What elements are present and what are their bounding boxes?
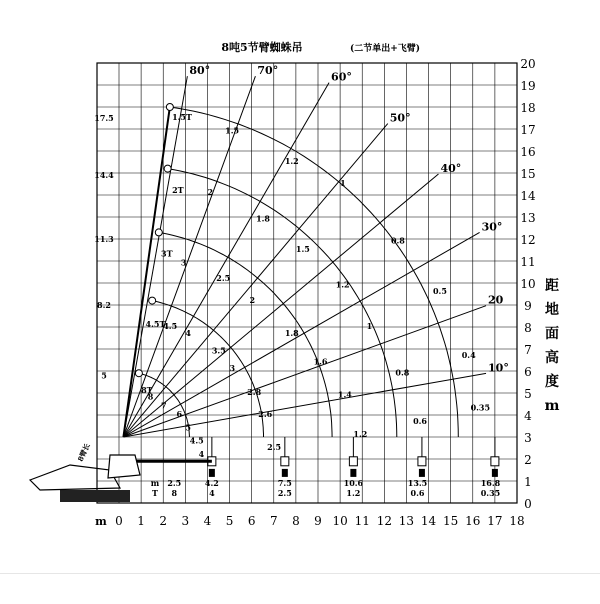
capacity-label: 1.2 [335,279,350,290]
axes [95,57,559,528]
y-tick-label: 4 [524,409,532,423]
hook-block [349,457,357,466]
y-tick-label: 17 [520,123,536,137]
x-tick-label: 13 [398,514,415,528]
boom-tip-sheave [135,370,142,377]
x-tick-label: 6 [247,514,256,528]
hook-block [491,457,499,466]
x-tick-label: 17 [487,514,503,528]
hook [492,469,498,477]
boom-length-label: 11.3 [94,234,114,244]
boom-length-label: 5 [101,370,107,381]
outrigger-arm [30,465,120,490]
x-tick-label: 15 [443,514,459,528]
x-unit-label: m [95,515,107,528]
capacity-label: 1 [340,178,346,189]
outreach-capacity: 2.5 [277,488,292,498]
x-tick-label: 14 [420,514,437,528]
outreach-capacity: 1.2 [346,488,361,498]
capacity-label: 0.35 [470,402,491,413]
angle-label: 70° [257,64,279,78]
capacity-label: 1.8 [284,327,299,338]
outreach-capacity: 4 [209,488,215,498]
outreach-header-m: m [150,478,160,488]
capacity-label: 1.4 [337,389,352,400]
hook [209,469,215,477]
x-tick-label: 11 [354,514,370,528]
y-tick-label: 8 [524,321,532,335]
y-tick-label: 2 [524,453,532,467]
capacity-label: 3T [161,248,173,259]
y-tick-label: 13 [520,211,536,225]
capacity-label: 1.5 [225,125,240,136]
capacity-label: 2.8 [247,387,262,398]
capacity-label: 2T [172,184,184,195]
y-tick-label: 14 [520,189,536,203]
footer-divider [0,573,600,574]
capacity-label: 2.6 [258,409,273,420]
grid [97,63,517,503]
angle-label: 10° [488,361,509,375]
x-tick-label: 0 [115,514,123,528]
y-tick-label: 19 [520,79,536,93]
turret [108,455,140,478]
capacity-label: 2 [249,294,256,305]
capacity-label: 0.6 [413,415,427,426]
capacity-label: 1.5 [295,244,310,255]
outreach-capacity: 8 [171,488,178,498]
capacity-label: 3.5 [211,345,226,356]
y-axis-label-char: 面 [545,326,559,342]
crawler-track [60,490,130,502]
capacity-label: 1.2 [353,429,368,439]
capacity-label: 0.8 [390,235,405,246]
x-tick-label: 9 [314,514,322,528]
hook-block [418,457,426,466]
capacity-label: 4 [198,448,205,459]
chart-title: 8吨5节臂蜘蛛吊 [221,41,303,54]
x-tick-label: 7 [269,514,278,528]
capacity-label: 7 [161,400,167,411]
capacity-label: 4.5 [163,321,178,332]
y-tick-label: 0 [524,497,532,511]
angle-label: 30° [481,220,503,234]
y-tick-label: 16 [520,145,536,159]
capacity-label: 4 [185,327,191,338]
capacity-label: 1 [366,321,373,332]
boom-tip-sheave [164,165,171,172]
outreach-radius: 7.5 [277,478,292,488]
x-tick-label: 12 [376,514,392,528]
x-tick-label: 2 [159,514,168,528]
outreach-radius: 10.6 [343,478,364,488]
capacity-label: 0.8 [395,367,410,378]
boom-tip-sheave [155,229,162,236]
angle-label: 20 [488,293,504,307]
x-tick-label: 3 [181,514,190,528]
hook-block [281,457,289,466]
y-axis-label-char: 高 [545,350,559,366]
angle-line [123,83,329,437]
capacity-label: 4.5 [189,435,204,446]
capacity-label: 1.5T [172,112,192,123]
y-tick-label: 10 [520,277,536,291]
x-tick-label: 4 [203,514,212,528]
capacity-label: 2.5 [216,272,231,283]
capacity-label: 1.8 [256,213,271,224]
y-tick-label: 11 [520,255,536,269]
angle-label: 60° [331,70,352,84]
x-tick-label: 16 [465,514,481,528]
y-axis-label-char: 地 [545,302,559,318]
x-tick-label: 10 [332,514,348,528]
hook [350,469,356,477]
y-tick-label: 9 [524,299,532,313]
y-tick-label: 6 [524,365,532,379]
outreach-radius: 2.5 [167,478,182,488]
x-tick-label: 5 [225,514,234,528]
y-tick-label: 3 [524,431,532,445]
capacity-label: 8 [147,391,154,402]
y-tick-label: 5 [524,387,532,401]
outreach-radius: 13.5 [407,478,428,488]
y-axis-label-char: 距 [545,278,559,294]
angle-label: 50° [389,111,411,125]
outreach-capacity: 0.35 [480,488,501,498]
capacity-label: 3 [180,257,187,268]
hook [419,469,425,477]
hook [282,469,288,477]
boom-tip-sheave [166,104,173,111]
capacity-label: 1.6 [313,356,328,367]
boom-length-label: 17.5 [94,113,114,123]
y-tick-label: 18 [520,101,536,115]
boom-length-label: 8.2 [97,300,111,310]
outreach-header-t: T [152,488,158,498]
boom-length-label: 14.4 [94,170,114,181]
outreach-capacity: 0.6 [410,488,425,498]
y-axis-label-char: 度 [545,374,559,390]
angle-label: 80° [189,64,211,78]
x-tick-label: 8 [292,514,300,528]
chart-subtitle: (二节单出+飞臂) [349,44,421,54]
y-axis-label-char: m [544,398,560,414]
boom-length-marker: 8臂长 [75,441,92,463]
y-tick-label: 12 [520,233,536,247]
capacity-label: 6 [176,409,183,420]
capacity-label: 4.5T [145,319,166,329]
outreach-radius: 4.2 [204,478,219,488]
capacity-label: 3 [229,363,236,373]
outreach-radius: 16.8 [480,478,501,488]
boom-tip-sheave [149,297,156,304]
capacity-label: 8T [141,385,153,395]
angle-label: 40° [440,161,462,175]
capacity-label: 5 [185,422,191,433]
capacity-label: 2 [207,187,214,197]
capacity-label: 0.5 [432,286,447,296]
y-tick-label: 15 [520,167,536,181]
angle-line [123,232,479,437]
capacity-labels [94,104,490,459]
capacity-label: 1.2 [284,156,299,167]
y-tick-label: 20 [520,57,536,71]
y-tick-label: 1 [524,475,532,489]
capacity-label: 2.5 [267,442,282,453]
y-tick-label: 7 [524,343,532,357]
x-tick-label: 18 [509,514,525,528]
x-tick-label: 1 [137,514,145,528]
radius-arc [170,107,458,437]
capacity-label: 0.4 [461,349,476,360]
